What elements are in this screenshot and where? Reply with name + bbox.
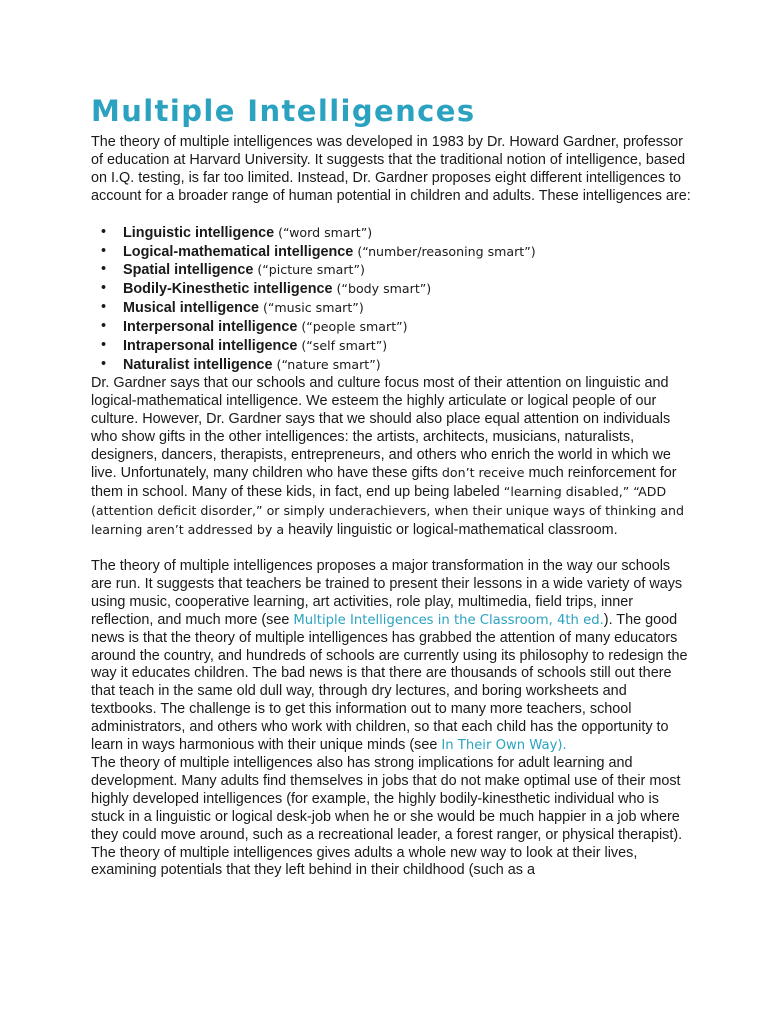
article: [91, 94, 691, 880]
intelligence-name: Logical-mathematical intelligence: [123, 243, 354, 260]
intelligence-name: Musical intelligence: [123, 300, 259, 317]
bullet: •: [101, 318, 107, 335]
list-item: [101, 299, 691, 318]
list-item: [101, 355, 691, 375]
gardner-paragraph: [91, 375, 691, 540]
intro-paragraph: The theory of multiple intelligences was developed in 1983 by Dr. Howard Gardner, professor of education at Harvard University. It suggests that the traditional notion of intelligence, based on I.Q. testing, is far too limited. Instead, Dr. Gardner proposes eight different intelligences to account for a broader range of human potential in children and adults. These intelligences are:: [91, 134, 691, 204]
intelligence-nickname: (“nature smart”): [276, 356, 381, 372]
intelligence-nickname: (“body smart”): [336, 281, 432, 297]
text-run: don’t receive: [441, 465, 525, 481]
text-run: “learning disabled,” “ADD (attention deficit disorder,” or simply underachievers, when their unique ways of thinking and learning aren’t addressed by a: [91, 484, 685, 538]
intelligence-nickname: (“self smart”): [301, 338, 388, 354]
bullet: •: [101, 261, 107, 278]
intelligence-name: Interpersonal intelligence: [123, 319, 298, 336]
list-item: [101, 280, 691, 299]
paragraph-spacer: [91, 540, 691, 558]
text-run: ). The good news is that the theory of multiple intelligences has grabbed the attention of many educators around the country, and hundreds of schools are currently using its philosophy to redesign the way it educates children. The bad news is that there are thousands of schools still out there that teach in the same old dull way, through dry lectures, and boring worksheets and textbooks. The challenge is to get this information out to many more teachers, school administrators, and others who work with children, so that each child has the opportunity to learn in ways harmonious with their unique minds (see: [91, 611, 688, 754]
text-run: much reinforcement for them in school. Many of these kids, in fact, end up being labeled: [91, 465, 677, 501]
list-item: [101, 337, 691, 356]
list-item: [101, 223, 691, 243]
transformation-paragraph: [91, 558, 691, 755]
list-item: [101, 318, 691, 337]
text-run: heavily linguistic or logical-mathematical classroom.: [284, 522, 618, 539]
intelligence-nickname: (“number/reasoning smart”): [357, 243, 536, 259]
list-item: [101, 242, 691, 262]
intelligences-list: [91, 224, 691, 375]
intelligence-name: Linguistic intelligence: [123, 224, 275, 241]
bullet: •: [101, 280, 107, 297]
classroom-book-link[interactable]: Multiple Intelligences in the Classroom, 4th ed.: [293, 612, 604, 628]
adult-learning-paragraph: The theory of multiple intelligences also has strong implications for adult learning and development. Many adults find themselves in jobs that do not make optimal use of their most highly developed intelligences (for example, the highly bodily-kinesthetic individual who is stuck in a linguistic or logical desk-job when he or she would be much happier in a job where they could move around, such as a recreational leader, a forest ranger, or physical therapist). The theory of multiple intelligences gives adults a whole new way to look at their lives, examining potentials that they left behind in their childhood (such as a: [91, 755, 683, 879]
intelligence-nickname: (“word smart”): [278, 224, 373, 240]
bullet: •: [101, 223, 107, 240]
bullet: •: [101, 299, 107, 316]
page-title: Multiple Intelligences: [91, 94, 476, 128]
list-item: [101, 261, 691, 280]
intelligence-name: Intrapersonal intelligence: [123, 338, 298, 355]
text-run: The theory of multiple intelligences proposes a major transformation in the way our schools are run. It suggests that teachers be trained to present their lessons in a wide variety of ways using music, cooperative learning, art activities, role play, multimedia, field trips, inner reflection, and much more (see: [91, 558, 683, 628]
text-run: Dr. Gardner says that our schools and culture focus most of their attention on linguistic and logical-mathematical intelligence. We esteem the highly articulate or logical people of our culture. However, Dr. Gardner says that we should also place equal attention on individuals who show gifts in the other intelligences: the artists, architects, musicians, naturalists, designers, dancers, therapists, entrepreneurs, and others who enrich the world in which we live. Unfortunately, many children who have these gifts: [91, 374, 671, 482]
intelligence-name: Naturalist intelligence: [123, 356, 273, 373]
bullet: •: [101, 355, 107, 372]
intelligence-nickname: (“people smart”): [301, 319, 408, 335]
intelligence-name: Spatial intelligence: [123, 262, 254, 279]
intelligence-name: Bodily-Kinesthetic intelligence: [123, 281, 333, 298]
intelligence-nickname: (“music smart”): [262, 300, 364, 316]
bullet: •: [101, 337, 107, 354]
bullet: •: [101, 242, 107, 259]
intelligence-nickname: (“picture smart”): [257, 262, 365, 278]
in-their-own-way-link[interactable]: In Their Own Way).: [441, 738, 567, 754]
